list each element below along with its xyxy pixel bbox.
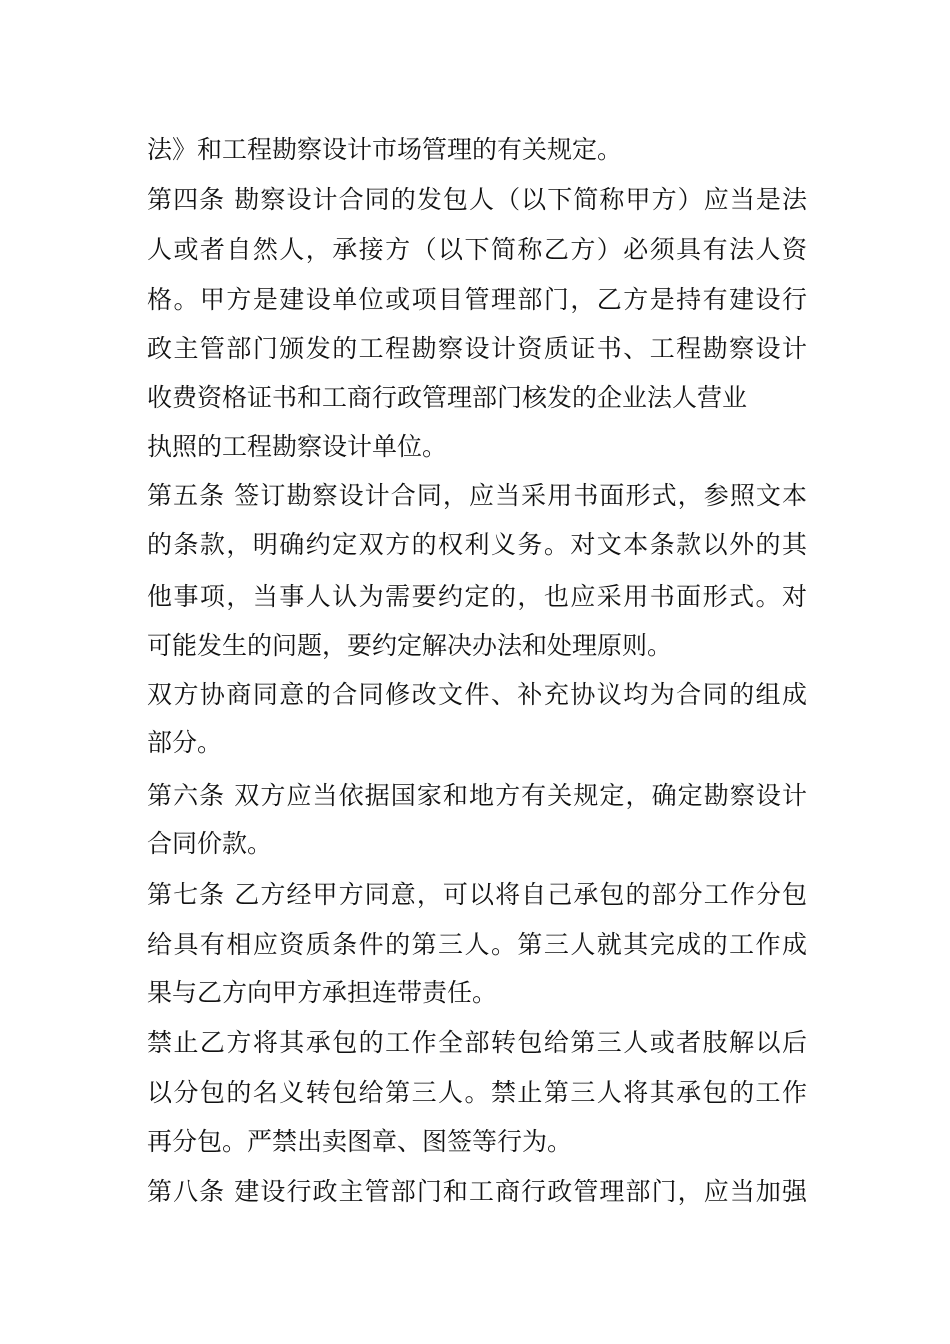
text-line-15: 合同价款。 — [147, 829, 273, 858]
text-line-6: 收费资格证书和工商行政管理部门核发的企业法人营业 — [147, 383, 748, 412]
text-line-4: 格。甲方是建设单位或项目管理部门，乙方是持有建设行 — [147, 285, 807, 314]
text-line-14: 第六条 双方应当依据国家和地方有关规定，确定勘察设计 — [147, 781, 807, 810]
text-line-21: 再分包。严禁出卖图章、图签等行为。 — [147, 1127, 573, 1156]
text-line-18: 果与乙方向甲方承担连带责任。 — [147, 978, 498, 1007]
text-line-5: 政主管部门颁发的工程勘察设计资质证书、工程勘察设计 — [147, 334, 807, 363]
text-line-7: 执照的工程勘察设计单位。 — [147, 432, 448, 461]
text-line-11: 可能发生的问题，要约定解决办法和处理原则。 — [147, 631, 673, 660]
text-line-13: 部分。 — [147, 728, 223, 757]
text-line-1: 法》和工程勘察设计市场管理的有关规定。 — [147, 135, 623, 164]
text-line-8: 第五条 签订勘察设计合同，应当采用书面形式，参照文本 — [147, 481, 807, 510]
text-line-2: 第四条 勘察设计合同的发包人（以下简称甲方）应当是法 — [147, 185, 807, 214]
text-line-20: 以分包的名义转包给第三人。禁止第三人将其承包的工作 — [147, 1078, 807, 1107]
text-line-22: 第八条 建设行政主管部门和工商行政管理部门，应当加强 — [147, 1177, 807, 1206]
text-line-16: 第七条 乙方经甲方同意，可以将自己承包的部分工作分包 — [147, 880, 807, 909]
text-line-10: 他事项，当事人认为需要约定的，也应采用书面形式。对 — [147, 582, 807, 611]
text-line-9: 的条款，明确约定双方的权利义务。对文本条款以外的其 — [147, 530, 807, 559]
text-line-12: 双方协商同意的合同修改文件、补充协议均为合同的组成 — [147, 680, 807, 709]
text-line-17: 给具有相应资质条件的第三人。第三人就其完成的工作成 — [147, 930, 807, 959]
text-line-3: 人或者自然人，承接方（以下简称乙方）必须具有法人资 — [147, 235, 807, 264]
text-line-19: 禁止乙方将其承包的工作全部转包给第三人或者肢解以后 — [147, 1028, 807, 1057]
